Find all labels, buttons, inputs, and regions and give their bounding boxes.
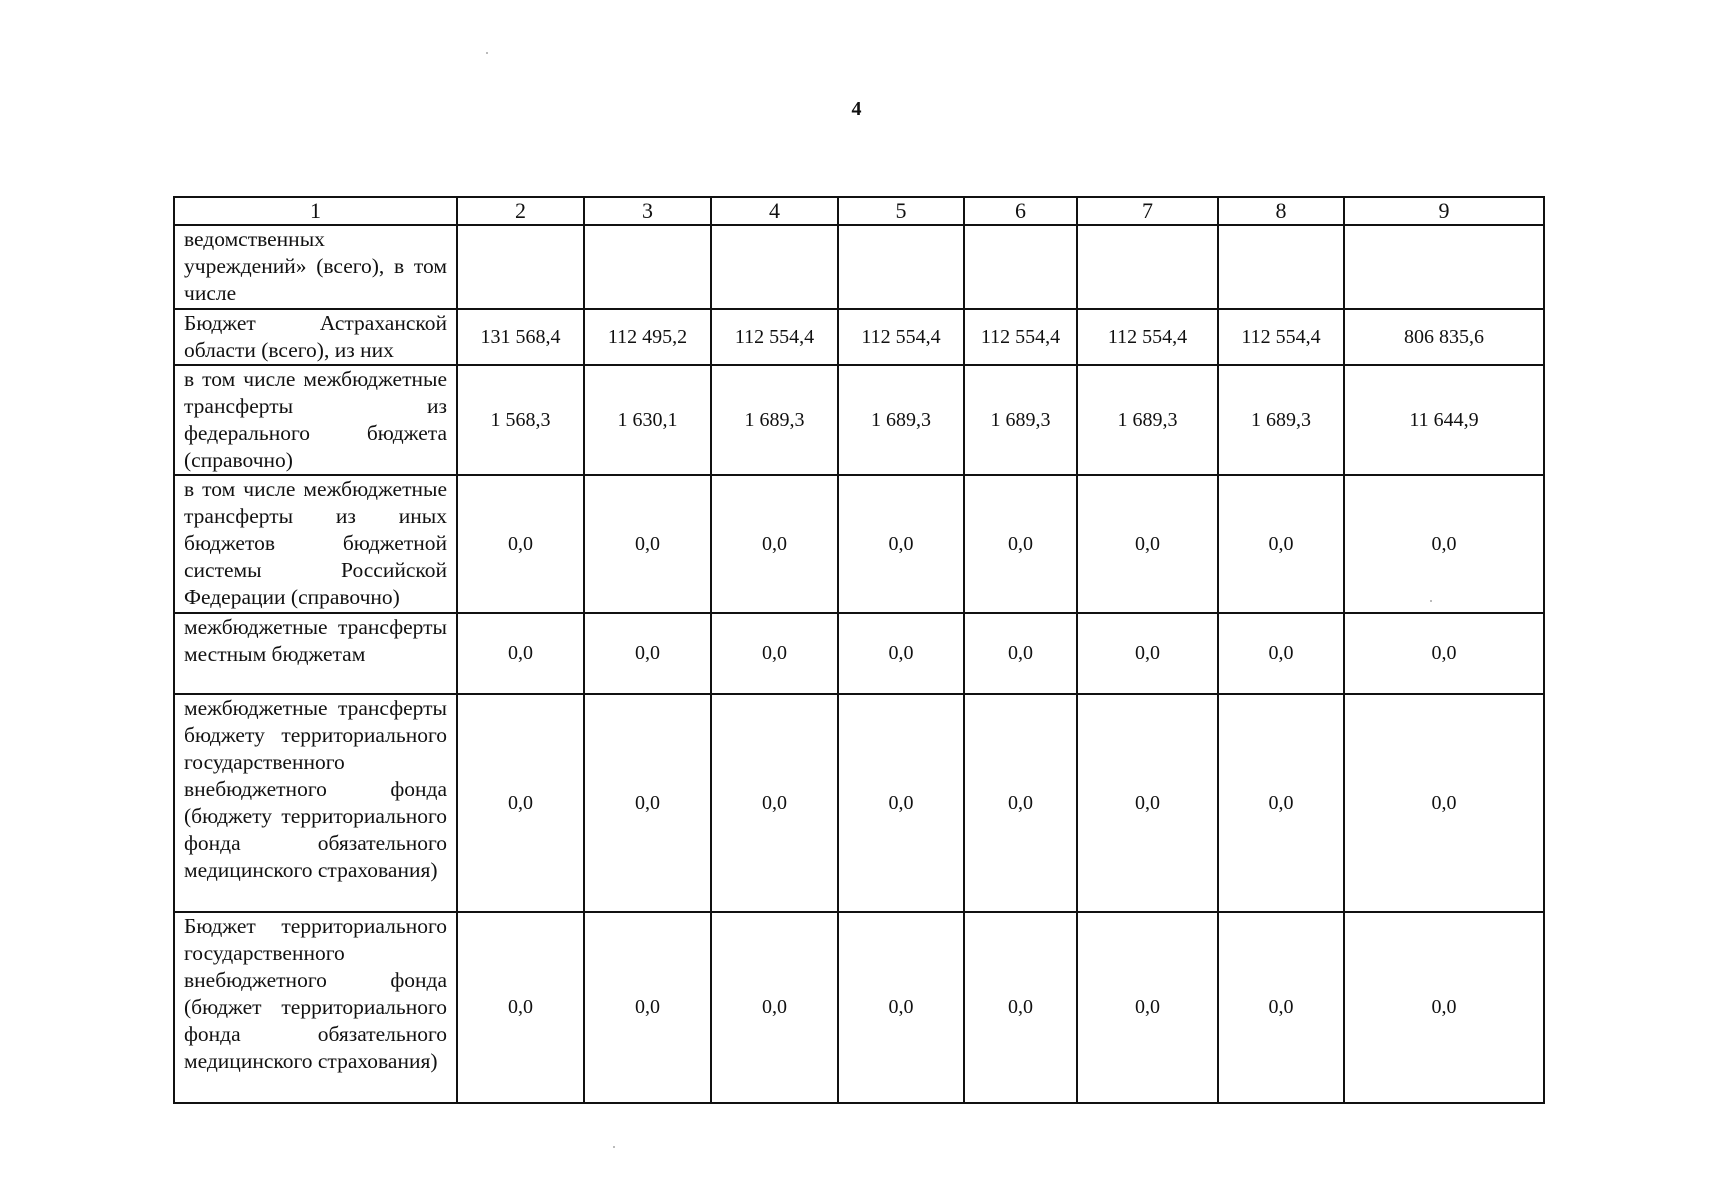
value-cell: 0,0 bbox=[457, 694, 584, 912]
value-cell: 112 554,4 bbox=[964, 309, 1077, 365]
value-cell: 112 554,4 bbox=[838, 309, 964, 365]
value-cell: 0,0 bbox=[964, 912, 1077, 1103]
column-header: 6 bbox=[964, 197, 1077, 225]
row-label: в том числе межбюджетные трансферты из федерального бюджета (справочно) bbox=[174, 365, 457, 475]
table-row bbox=[174, 613, 1544, 694]
table-row bbox=[174, 912, 1544, 1103]
table-row bbox=[174, 475, 1544, 613]
column-header: 5 bbox=[838, 197, 964, 225]
value-cell bbox=[457, 225, 584, 309]
value-cell bbox=[711, 225, 838, 309]
value-cell bbox=[1344, 225, 1544, 309]
value-cell: 0,0 bbox=[964, 475, 1077, 613]
row-label: межбюджетные трансферты местным бюджетам bbox=[174, 613, 457, 694]
table-row bbox=[174, 365, 1544, 475]
budget-table bbox=[173, 196, 1545, 1104]
value-cell: 0,0 bbox=[584, 475, 711, 613]
value-cell: 131 568,4 bbox=[457, 309, 584, 365]
row-label: Бюджет Астраханской области (всего), из них bbox=[174, 309, 457, 365]
column-header: 3 bbox=[584, 197, 711, 225]
value-cell: 0,0 bbox=[457, 912, 584, 1103]
value-cell: 0,0 bbox=[457, 475, 584, 613]
value-cell: 0,0 bbox=[1218, 912, 1344, 1103]
value-cell: 0,0 bbox=[711, 912, 838, 1103]
value-cell: 0,0 bbox=[838, 613, 964, 694]
value-cell bbox=[584, 225, 711, 309]
value-cell bbox=[1077, 225, 1218, 309]
table-row bbox=[174, 309, 1544, 365]
value-cell: 0,0 bbox=[584, 912, 711, 1103]
table-row bbox=[174, 225, 1544, 309]
value-cell: 0,0 bbox=[1077, 475, 1218, 613]
table-header-row bbox=[174, 197, 1544, 225]
row-label: Бюджет территориального государственного внебюджетного фонда (бюджет территориального фонда обязательного медицинского страхования) bbox=[174, 912, 457, 1103]
value-cell: 0,0 bbox=[1218, 613, 1344, 694]
value-cell: 0,0 bbox=[584, 694, 711, 912]
value-cell: 0,0 bbox=[1344, 694, 1544, 912]
value-cell: 1 689,3 bbox=[711, 365, 838, 475]
value-cell: 0,0 bbox=[838, 912, 964, 1103]
value-cell: 0,0 bbox=[1344, 475, 1544, 613]
table-row bbox=[174, 694, 1544, 912]
value-cell: 0,0 bbox=[1218, 694, 1344, 912]
value-cell: 1 689,3 bbox=[838, 365, 964, 475]
value-cell: 0,0 bbox=[964, 613, 1077, 694]
value-cell: 0,0 bbox=[1344, 912, 1544, 1103]
column-header: 9 bbox=[1344, 197, 1544, 225]
value-cell: 11 644,9 bbox=[1344, 365, 1544, 475]
value-cell bbox=[964, 225, 1077, 309]
value-cell: 0,0 bbox=[838, 475, 964, 613]
value-cell: 0,0 bbox=[1077, 694, 1218, 912]
value-cell: 112 495,2 bbox=[584, 309, 711, 365]
scan-speck bbox=[613, 1146, 615, 1148]
value-cell: 1 689,3 bbox=[964, 365, 1077, 475]
value-cell: 1 689,3 bbox=[1077, 365, 1218, 475]
column-header: 2 bbox=[457, 197, 584, 225]
value-cell: 112 554,4 bbox=[1077, 309, 1218, 365]
value-cell: 112 554,4 bbox=[1218, 309, 1344, 365]
row-label: в том числе межбюджетные трансферты из иных бюджетов бюджетной системы Российской Федерации (справочно) bbox=[174, 475, 457, 613]
value-cell: 1 630,1 bbox=[584, 365, 711, 475]
value-cell bbox=[1218, 225, 1344, 309]
value-cell: 0,0 bbox=[457, 613, 584, 694]
page-number: 4 bbox=[851, 98, 862, 120]
row-label: межбюджетные трансферты бюджету территориального государственного внебюджетного фонда (бюджету территориального фонда обязательного медицинского страхования) bbox=[174, 694, 457, 912]
value-cell: 0,0 bbox=[1218, 475, 1344, 613]
value-cell: 1 689,3 bbox=[1218, 365, 1344, 475]
column-header: 4 bbox=[711, 197, 838, 225]
value-cell: 0,0 bbox=[711, 613, 838, 694]
value-cell: 0,0 bbox=[584, 613, 711, 694]
column-header: 1 bbox=[174, 197, 457, 225]
scan-speck bbox=[486, 52, 488, 54]
value-cell: 112 554,4 bbox=[711, 309, 838, 365]
value-cell: 0,0 bbox=[1077, 613, 1218, 694]
value-cell: 0,0 bbox=[711, 475, 838, 613]
value-cell bbox=[838, 225, 964, 309]
column-header: 7 bbox=[1077, 197, 1218, 225]
value-cell: 0,0 bbox=[1077, 912, 1218, 1103]
value-cell: 0,0 bbox=[711, 694, 838, 912]
value-cell: 0,0 bbox=[1344, 613, 1544, 694]
row-label: ведомственных учреждений» (всего), в том числе bbox=[174, 225, 457, 309]
value-cell: 806 835,6 bbox=[1344, 309, 1544, 365]
column-header: 8 bbox=[1218, 197, 1344, 225]
value-cell: 1 568,3 bbox=[457, 365, 584, 475]
value-cell: 0,0 bbox=[838, 694, 964, 912]
value-cell: 0,0 bbox=[964, 694, 1077, 912]
